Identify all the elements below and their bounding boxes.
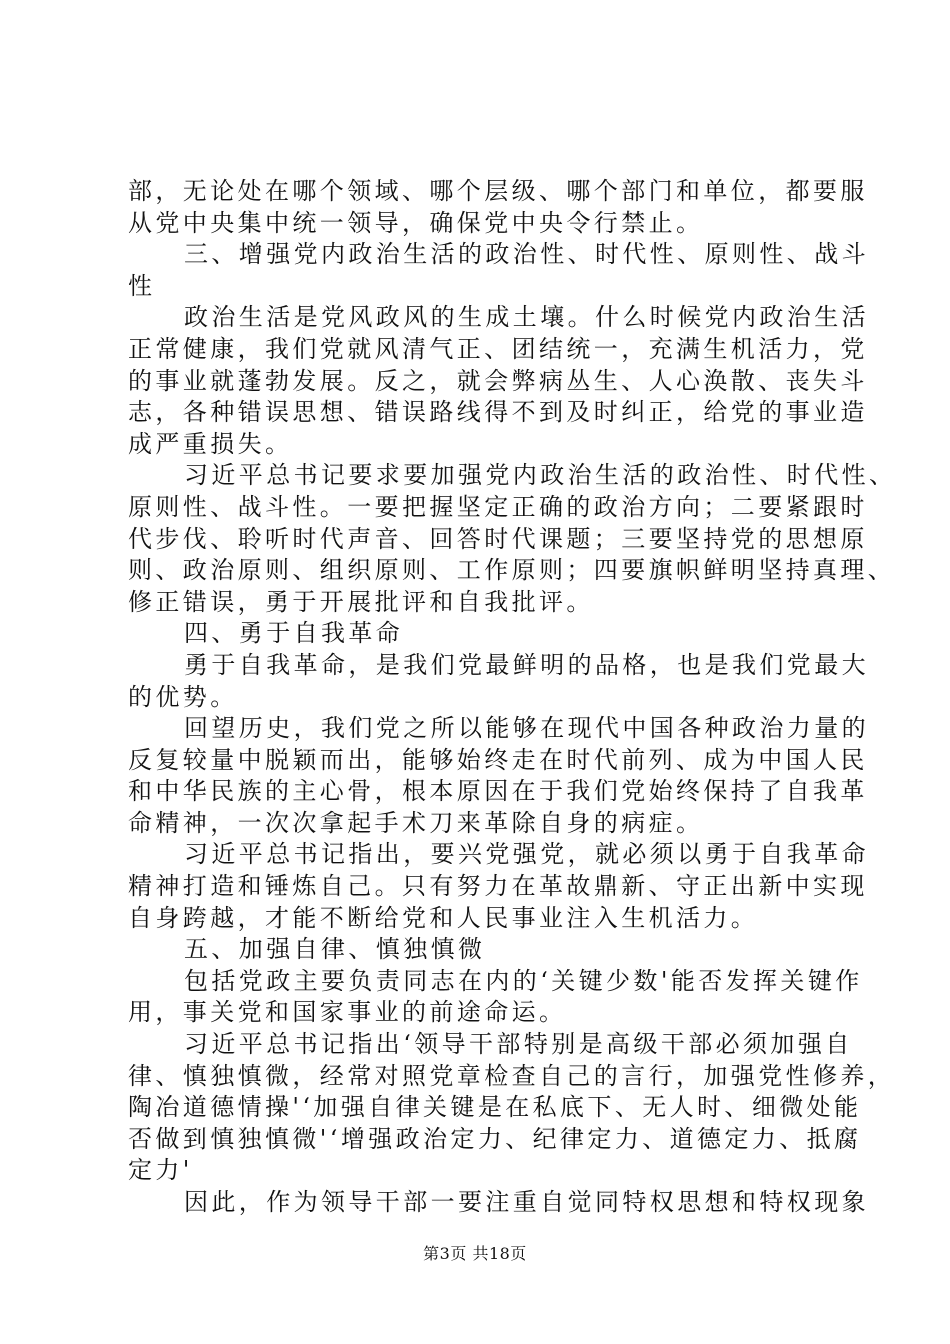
text-line: 的优势。 [128,682,238,711]
text-line: 则、政治原则、组织原则、工作原则；四要旗帜鲜明坚持真理、 [128,556,896,585]
text-line: 精神打造和锤炼自己。只有努力在革故鼎新、守正出新中实现 [128,872,868,901]
text-line: 律、慎独慎微，经常对照党章检查自己的言行，加强党性修养， [128,1061,896,1090]
text-line: 正常健康，我们党就风清气正、团结统一，充满生机活力，党 [128,334,868,363]
section-heading-4: 四、勇于自我革命 [184,619,404,648]
text-line: 修正错误，勇于开展批评和自我批评。 [128,587,594,616]
text-line: 原则性、战斗性。一要把握坚定正确的政治方向；二要紧跟时 [128,492,868,521]
text-line: 部，无论处在哪个领域、哪个层级、哪个部门和单位，都要服 [128,177,868,205]
text-line: 代步伐、聆听时代声音、回答时代课题；三要坚持党的思想原 [128,524,868,553]
text-line: 习近平总书记指出‘领导干部特别是高级干部必须加强自 [184,1030,853,1059]
text-line: 从党中央集中统一领导，确保党中央令行禁止。 [128,208,704,237]
text-line: 习近平总书记指出，要兴党强党，就必须以勇于自我革命 [184,840,869,869]
text-line: 命精神，一次次拿起手术刀来革除自身的病症。 [128,808,704,837]
text-line: 志，各种错误思想、错误路线得不到及时纠正，给党的事业造 [128,398,868,427]
section-heading-3: 三、增强党内政治生活的政治性、时代性、原则性、战斗 [184,240,869,269]
text-line: 习近平总书记要求要加强党内政治生活的政治性、时代性、 [184,461,897,490]
text-line: 反复较量中脱颖而出，能够始终走在时代前列、成为中国人民 [128,745,868,774]
text-line: 和中华民族的主心骨，根本原因在于我们党始终保持了自我革 [128,777,868,806]
text-line: 自身跨越，才能不断给党和人民事业注入生机活力。 [128,903,759,932]
document-body [128,176,897,1219]
text-line: 的事业就蓬勃发展。反之，就会弊病丛生、人心涣散、丧失斗 [128,366,868,395]
text-line: 勇于自我革命，是我们党最鲜明的品格，也是我们党最大 [184,650,869,679]
text-line: 用，事关党和国家事业的前途命运。 [128,998,567,1027]
text-line: 政治生活是党风政风的生成土壤。什么时候党内政治生活 [184,303,869,332]
section-heading-5: 五、加强自律、慎独慎微 [184,935,486,964]
page-number-footer: 第3页 共18页 [423,1244,527,1263]
section-heading-3-continued: 性 [128,271,156,300]
text-line: 定力' [128,1156,193,1185]
text-line: 成严重损失。 [128,429,293,458]
text-line: 因此，作为领导干部一要注重自觉同特权思想和特权现象 [184,1188,869,1216]
text-line: 否做到慎独慎微'‘增强政治定力、纪律定力、道德定力、抵腐 [128,1124,862,1153]
text-line: 陶冶道德情操'‘加强自律关键是在私底下、无人时、细微处能 [128,1093,862,1122]
text-line: 包括党政主要负责同志在内的‘关键少数'能否发挥关键作 [184,966,863,995]
text-line: 回望历史，我们党之所以能够在现代中国各种政治力量的 [184,714,869,743]
